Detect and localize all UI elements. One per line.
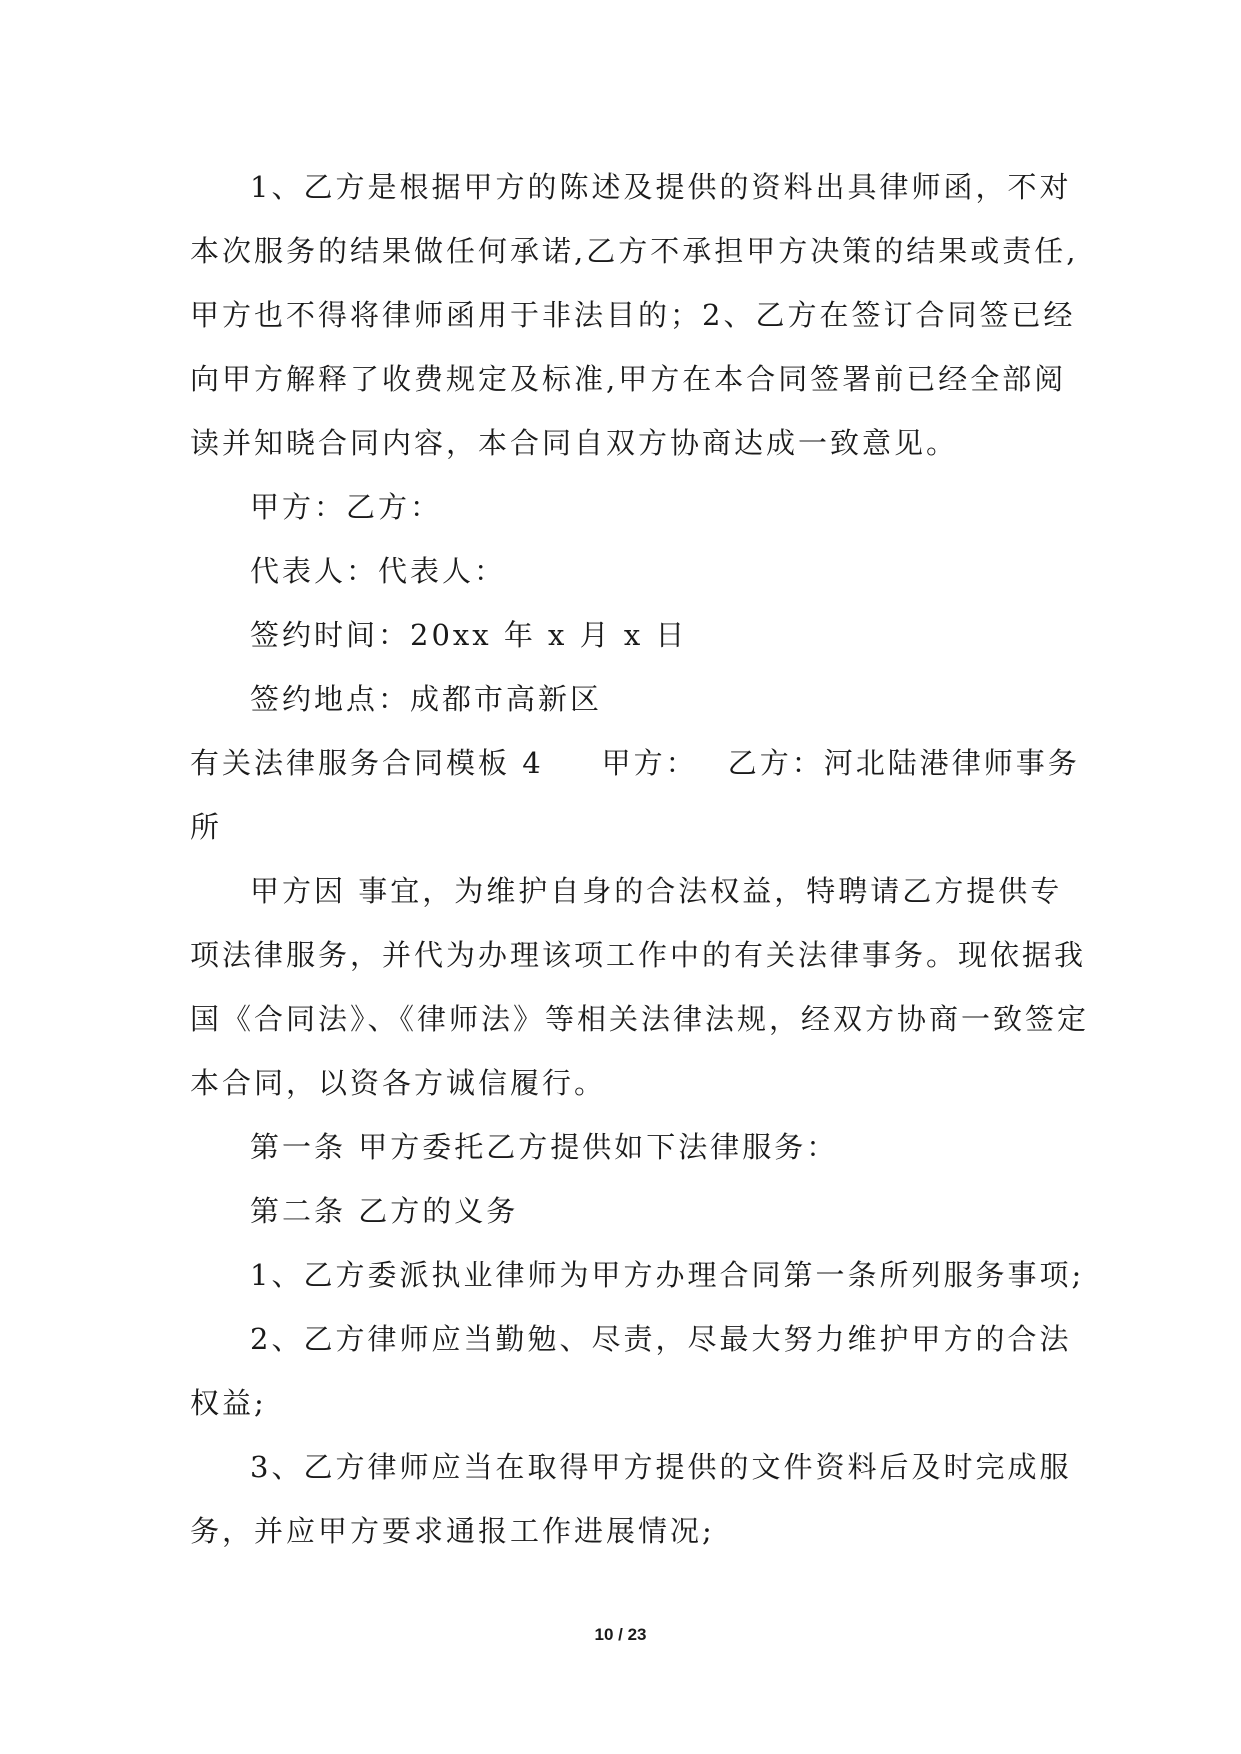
paragraph-line: 本合同，以资各方诚信履行。 [190,1066,607,1100]
paragraph-line: 甲方也不得将律师函用于非法目的；2、乙方在签订合同签已经 [190,298,1076,332]
signature-representatives: 代表人：代表人： [250,554,507,588]
paragraph-line: 3、乙方律师应当在取得甲方提供的文件资料后及时完成服 [250,1450,1072,1484]
party-a-label: 甲方： [601,746,698,780]
party-b-label: 乙方：河北陆港律师事务 [727,746,1080,780]
paragraph-line: 向甲方解释了收费规定及标准,甲方在本合同签署前已经全部阅 [190,362,1067,396]
section-title-row [190,731,1080,795]
signature-parties: 甲方：乙方： [250,490,443,524]
paragraph-line: 1、乙方是根据甲方的陈述及提供的资料出具律师函，不对 [250,170,1072,204]
paragraph-line: 甲方因 事宜，为维护自身的合法权益，特聘请乙方提供专 [250,874,1063,908]
section-title-continuation: 所 [190,810,223,844]
paragraph-line: 读并知晓合同内容，本合同自双方协商达成一致意见。 [190,426,959,460]
paragraph-line: 本次服务的结果做任何承诺,乙方不承担甲方决策的结果或责任, [190,234,1079,268]
paragraph-line: 2、乙方律师应当勤勉、尽责，尽最大努力维护甲方的合法 [250,1322,1072,1356]
article-heading: 第二条 乙方的义务 [250,1194,519,1228]
signing-location: 签约地点：成都市高新区 [250,682,603,716]
paragraph-line: 权益; [190,1386,267,1420]
article-heading: 第一条 甲方委托乙方提供如下法律服务： [250,1130,839,1164]
document-body [190,155,1090,1563]
section-title: 有关法律服务合同模板 4 [190,746,544,780]
paragraph-line: 1、乙方委派执业律师为甲方办理合同第一条所列服务事项; [250,1258,1085,1292]
signing-date: 签约时间：20xx 年 x 月 x 日 [250,618,688,652]
paragraph-line: 项法律服务，并代为办理该项工作中的有关法律事务。现依据我 [190,938,1087,972]
page-number: 10 / 23 [594,1625,647,1644]
paragraph-line: 务，并应甲方要求通报工作进展情况; [190,1514,715,1548]
paragraph-line: 国《合同法》、《律师法》等相关法律法规，经双方协商一致签定 [190,1002,1090,1036]
